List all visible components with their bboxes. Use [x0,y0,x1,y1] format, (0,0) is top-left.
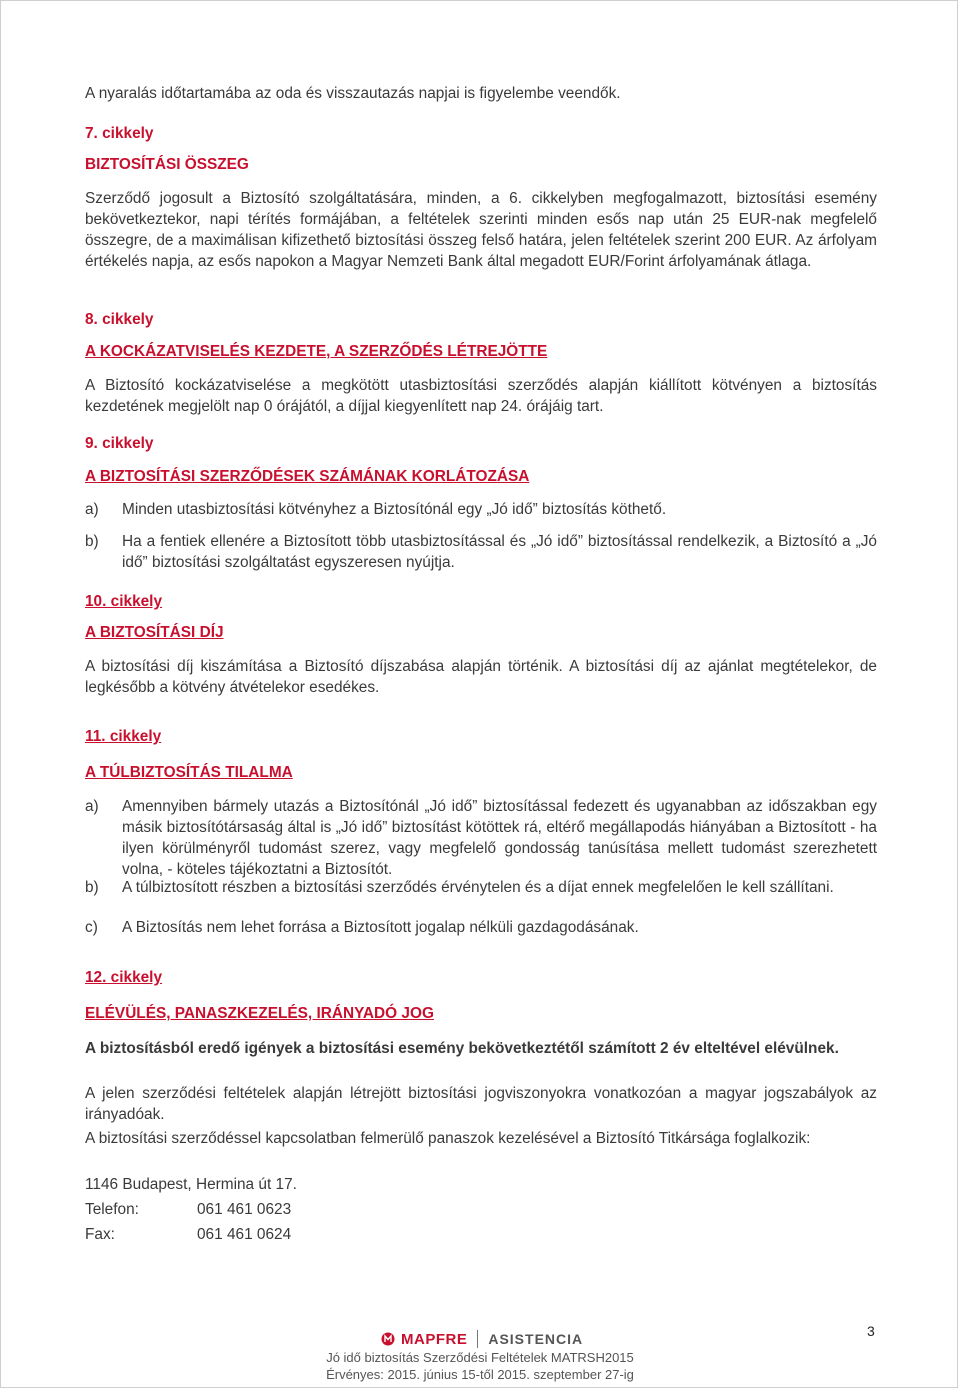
article-12-number: 12. cikkely [85,969,163,986]
item-label: b) [85,533,99,550]
article-11-item-c [85,917,877,938]
article-10-title: A BIZTOSÍTÁSI DÍJ [85,624,224,641]
article-9-item-a [85,499,877,520]
item-text: Ha a fentiek ellenére a Biztosított több utasbiztosítással és „Jó idő” biztosítással rendelkezik, a Biztosító a „Jó idő” biztosítási szolgáltatást egyszeresen nyújtja. [122,533,877,571]
article-10-number: 10. cikkely [85,593,163,610]
article-12-title: ELÉVÜLÉS, PANASZKEZELÉS, IRÁNYADÓ JOG [85,1005,434,1022]
item-text: Minden utasbiztosítási kötvényhez a Biztosítónál egy „Jó idő” biztosítás köthető. [122,501,667,518]
article-9-item-b [85,531,877,573]
item-text: A túlbiztosított részben a biztosítási szerződés érvénytelen és a díjat ennek megfelelően le kell szállítani. [122,879,834,896]
mapfre-logo-icon [381,1332,395,1346]
article-9-title: A BIZTOSÍTÁSI SZERZŐDÉSEK SZÁMÁNAK KORLÁTOZÁSA [85,468,530,485]
phone-row [85,1199,291,1220]
item-label: c) [85,919,98,936]
address: 1146 Budapest, Hermina út 17. [85,1176,297,1193]
article-8-title: A KOCKÁZATVISELÉS KEZDETE, A SZERZŐDÉS LÉTREJÖTTE [85,343,548,360]
brand-separator [477,1330,478,1348]
item-label: a) [85,501,99,518]
article-7-number: 7. cikkely [85,125,154,142]
article-12-bold-paragraph: A biztosításból eredő igények a biztosítási esemény bekövetkeztétől számított 2 év elteltével elévülnek. [85,1040,839,1057]
fax-number: 061 461 0624 [197,1226,292,1243]
article-7-title: BIZTOSÍTÁSI ÖSSZEG [85,156,249,173]
article-7-body: Szerződő jogosult a Biztosító szolgáltatására, minden, a 6. cikkelyben megfogalmazott, biztosítási esemény bekövetkeztekor, napi térítés formájában, a feltételek szerinti minden esős nap után 25 EUR-nak megfelelő összegre, de a maximálisan kifizethető biztosítási összeg felső határa, jelen feltételek szerint 200 EUR. Az árfolyam értékelés napja, az esős napokon a Magyar Nemzeti Bank által megadott EUR/Forint árfolyamának átlaga. [85,190,877,270]
article-12-paragraph-1: A jelen szerződési feltételek alapján létrejött biztosítási jogviszonyokra vonatkozóan a magyar jogszabályok az irányadóak. [85,1085,877,1123]
article-9-number: 9. cikkely [85,435,154,452]
phone-label: Telefon: [85,1201,139,1218]
item-label: a) [85,798,99,815]
article-8-number: 8. cikkely [85,311,154,328]
article-11-number: 11. cikkely [85,728,162,745]
intro-paragraph: A nyaralás időtartamába az oda és visszautazás napjai is figyelembe veendők. [85,85,621,102]
article-11-title: A TÚLBIZTOSÍTÁS TILALMA [85,764,293,781]
item-label: b) [85,879,99,896]
item-text: A Biztosítás nem lehet forrása a Biztosított jogalap nélküli gazdagodásának. [122,919,639,936]
article-12-paragraph-2: A biztosítási szerződéssel kapcsolatban felmerülő panaszok kezelésével a Biztosító Titkársága foglalkozik: [85,1130,811,1147]
item-text: Amennyiben bármely utazás a Biztosítónál „Jó idő” biztosítással fedezett és ugyanabban az időszakban egy másik biztosítótársaság által is „Jó idő” biztosítást kötöttek rá, eltérő megállapodás hiányában a Biztosított - ha ilyen körülményről tudomást szerez, vagy megfelelő gondosság tanúsítása mellett tudomást szerezhetett volna, - köteles tájékoztatni a Biztosítót. [122,798,877,878]
fax-label: Fax: [85,1226,115,1243]
page-number: 3 [867,1323,875,1339]
phone-number: 061 461 0623 [197,1201,292,1218]
article-10-body: A biztosítási díj kiszámítása a Biztosító díjszabása alapján történik. A biztosítási díj az ajánlat megtételekor, de legkésőbb a kötvény átvételekor esedékes. [85,658,877,696]
footer-line-1: Jó idő biztosítás Szerződési Feltételek MATRSH2015 [326,1350,634,1365]
brand-mapfre: MAPFRE [401,1330,468,1348]
fax-row [85,1224,291,1245]
article-8-body: A Biztosító kockázatviselése a megkötött utasbiztosítási szerződés alapján kiállított kötvényen a biztosítás kezdetének megjelölt nap 0 órájától, a díjjal kiegyenlített nap 24. órájáig tart. [85,377,877,415]
article-11-item-b [85,877,877,898]
brand-asistencia: ASISTENCIA [488,1331,584,1347]
article-11-item-a [85,796,877,880]
footer-logo [381,1329,583,1349]
footer-line-2: Érvényes: 2015. június 15-től 2015. szeptember 27-ig [326,1367,634,1382]
